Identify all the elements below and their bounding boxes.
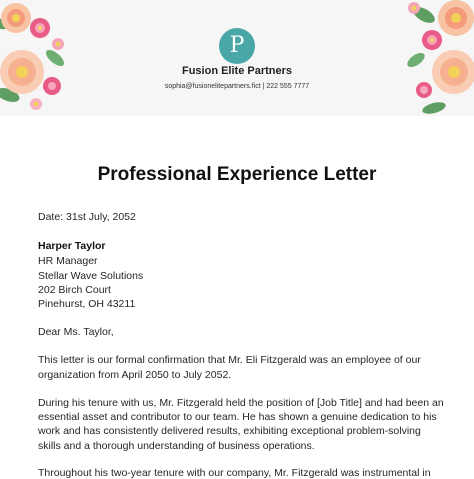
- recipient-name: Harper Taylor: [38, 240, 106, 252]
- logo-letter: P: [229, 33, 245, 58]
- floral-decoration-left: [0, 0, 80, 116]
- recipient-street: 202 Birch Court: [38, 284, 111, 296]
- document-title: Professional Experience Letter: [97, 164, 377, 185]
- paragraph-line-partial: Throughout his two-year tenure with our company, Mr. Fitzgerald was instrumental in: [38, 467, 431, 479]
- recipient-position: HR Manager: [38, 255, 98, 267]
- salutation: Dear Ms. Taylor,: [38, 326, 114, 338]
- letter-date: Date: 31st July, 2052: [38, 211, 136, 223]
- company-logo: [219, 28, 255, 64]
- recipient-company: Stellar Wave Solutions: [38, 270, 144, 282]
- company-contact: sophia@fusionelitepartners.fict | 222 555 7777: [164, 83, 310, 90]
- paragraph-line: essential asset and contributor to our team. He has shown a genuine dedication to his: [38, 411, 437, 423]
- recipient-city: Pinehurst, OH 43211: [38, 298, 136, 310]
- company-name: Fusion Elite Partners: [181, 65, 293, 77]
- paragraph-line: work and has consistently delivered results, exhibiting exceptional problem-solving: [38, 425, 421, 437]
- paragraph-line: organization from April 2050 to July 2052.: [38, 369, 232, 381]
- paragraph-line: skills and a thorough understanding of business operations.: [38, 440, 315, 452]
- floral-decoration-right: [404, 0, 474, 116]
- paragraph-line: This letter is our formal confirmation that Mr. Eli Fitzgerald was an employee of our: [38, 354, 421, 366]
- paragraph-line: During his tenure with us, Mr. Fitzgerald held the position of [Job Title] and had been an: [38, 397, 444, 409]
